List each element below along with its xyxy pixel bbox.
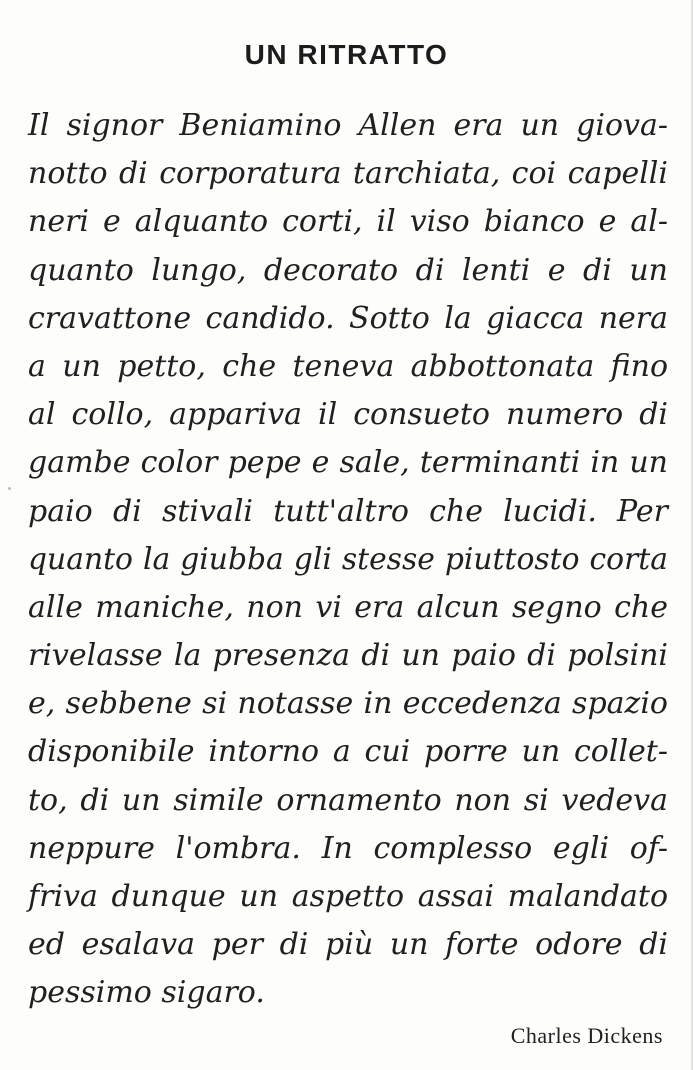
text-line: alle maniche, non vi era alcun segno che [28, 589, 668, 625]
text-line: notto di corporatura tarchiata, coi capelli [28, 156, 668, 192]
text-line: pessimo sigaro. [28, 975, 265, 1011]
text-line: paio di stivali tutt'altro che lucidi. Per [28, 493, 668, 529]
text-line: quanto la giubba gli stesse piuttosto corta [28, 541, 668, 577]
text-line: a un petto, che teneva abbottonata fino [28, 348, 668, 384]
text-line: al collo, appariva il consueto numero di [28, 397, 668, 433]
text-line: gambe color pepe e sale, terminanti in un [28, 445, 668, 481]
text-line: ed esalava per di più un forte odore di [28, 927, 668, 963]
text-line: to, di un simile ornamento non si vedeva [28, 782, 668, 818]
author-signature: Charles Dickens [510, 1023, 663, 1048]
text-line: e, sebbene si notasse in eccedenza spazio [28, 686, 668, 722]
paper-speck [8, 487, 11, 490]
text-line: neri e alquanto corti, il viso bianco e al- [28, 204, 668, 240]
text-line: cravattone candido. Sotto la giacca nera [28, 300, 668, 336]
text-line: disponibile intorno a cui porre un collet- [28, 734, 668, 770]
text-line: rivelasse la presenza di un paio di polsini [28, 638, 668, 674]
text-line: neppure l'ombra. In complesso egli of- [28, 830, 668, 866]
text-line: quanto lungo, decorato di lenti e di un [28, 252, 668, 288]
passage-text [28, 102, 668, 1018]
text-line: Il signor Beniamino Allen era un giova- [28, 108, 668, 143]
page-title: UN RITRATTO [244, 38, 449, 70]
text-line: friva dunque un aspetto assai malandato [28, 879, 668, 914]
